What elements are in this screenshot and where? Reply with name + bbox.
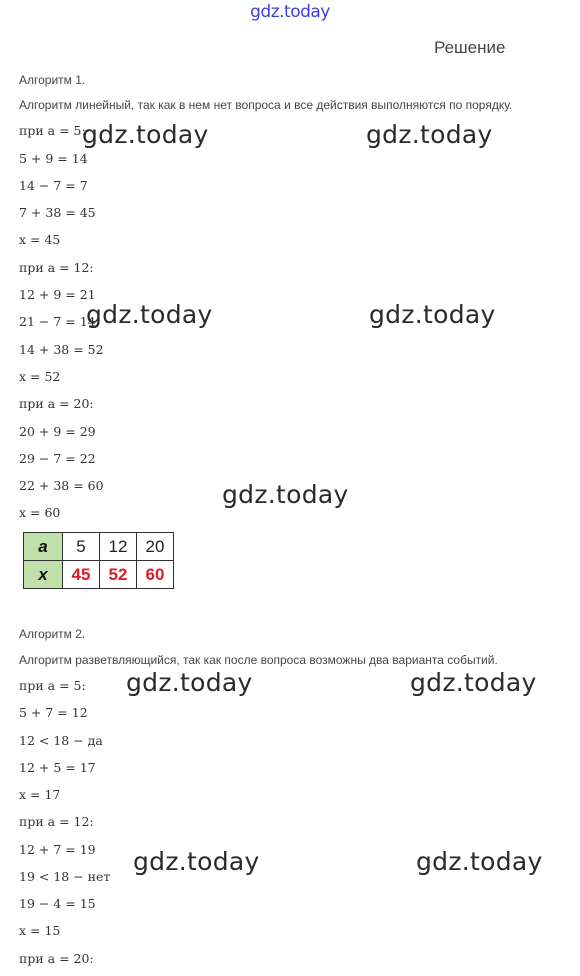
solution-line: при a = 12: [19,260,94,275]
algo1-description: Алгоритм линейный, так как в нем нет вопроса и все действия выполняются по порядку. [19,98,513,112]
solution-line: 12 < 18 − да [19,733,103,748]
solution-line: при a = 5: [19,678,86,693]
solution-line: при a = 20: [19,951,94,966]
table-row [24,533,174,561]
table-cell: 12 [100,533,137,561]
watermark: gdz.today [366,120,493,149]
solution-line: 19 < 18 − нет [19,869,111,884]
table-header-cell: x [24,561,63,589]
solution-line: 5 + 9 = 14 [19,151,88,166]
solution-line: x = 45 [19,232,61,247]
watermark: gdz.today [126,668,253,697]
solution-line: 7 + 38 = 45 [19,205,96,220]
watermark: gdz.today [133,847,260,876]
watermark: gdz.today [222,480,349,509]
algo2-heading: Алгоритм 2. [19,627,86,641]
solution-line: x = 15 [19,923,61,938]
table-cell: 60 [137,561,174,589]
watermark: gdz.today [416,847,543,876]
solution-line: при a = 5: [19,123,86,138]
site-logo[interactable]: gdz.today [250,2,330,22]
solution-line: 21 − 7 = 14 [19,314,96,329]
solution-line: x = 60 [19,505,61,520]
table-cell: 20 [137,533,174,561]
table-header-cell: a [24,533,63,561]
watermark: gdz.today [86,300,213,329]
solution-line: x = 52 [19,369,61,384]
table-cell: 5 [63,533,100,561]
solution-line: 20 + 9 = 29 [19,424,96,439]
solution-line: при a = 20: [19,396,94,411]
solution-line: 22 + 38 = 60 [19,478,104,493]
solution-line: 14 + 38 = 52 [19,342,104,357]
algo2-description: Алгоритм разветвляющийся, так как после вопроса возможны два варианта событий. [19,653,498,667]
solution-line: 19 − 4 = 15 [19,896,96,911]
algo1-heading: Алгоритм 1. [19,73,86,87]
table-row [24,561,174,589]
values-table [23,532,174,589]
solution-line: x = 17 [19,787,61,802]
watermark: gdz.today [410,668,537,697]
table-cell: 52 [100,561,137,589]
solution-line: при a = 12: [19,814,94,829]
solution-line: 29 − 7 = 22 [19,451,96,466]
solution-line: 5 + 7 = 12 [19,705,88,720]
solution-line: 12 + 7 = 19 [19,842,96,857]
watermark: gdz.today [369,300,496,329]
solution-line: 12 + 9 = 21 [19,287,96,302]
solution-line: 12 + 5 = 17 [19,760,96,775]
watermark: gdz.today [82,120,209,149]
page-title: Решение [434,38,506,57]
solution-line: 14 − 7 = 7 [19,178,88,193]
table-cell: 45 [63,561,100,589]
